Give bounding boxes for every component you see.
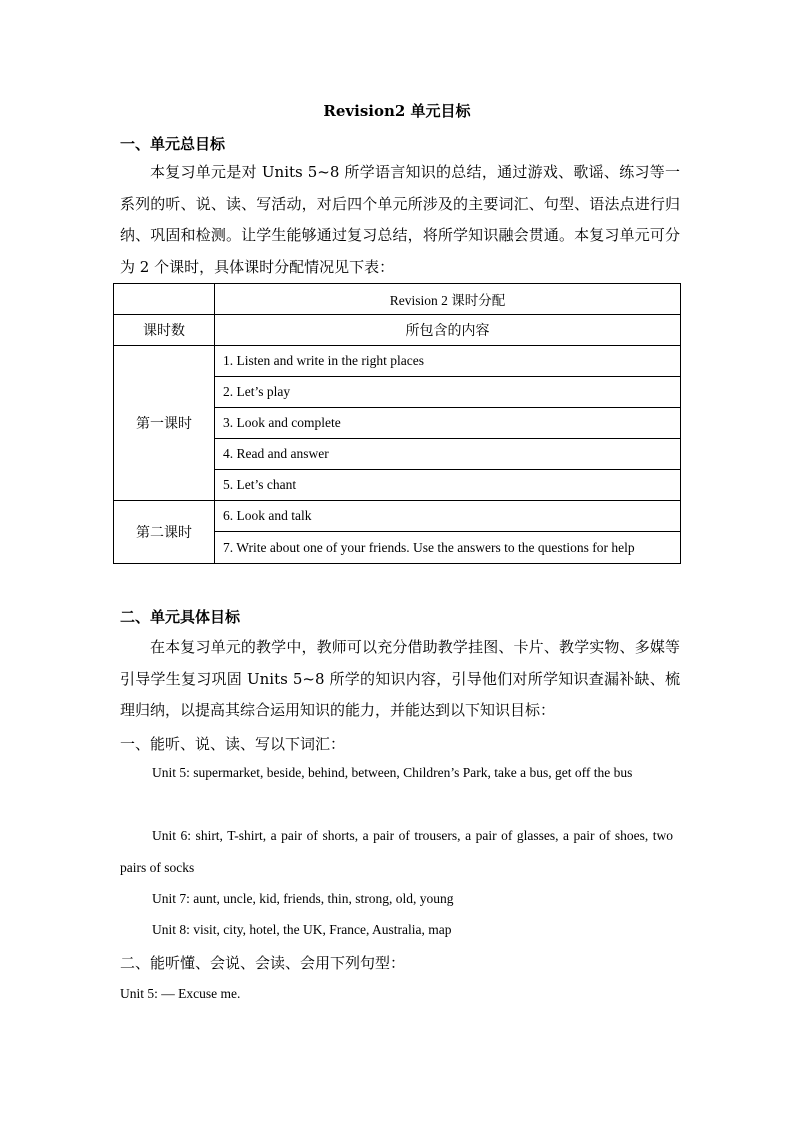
lesson-item: 6. Look and talk [215, 501, 681, 532]
section-1-paragraph: 本复习单元是对 Units 5~8 所学语言知识的总结，通过游戏、歌谣、练习等一系列的听、说、读、写活动，对后四个单元所涉及的主要词汇、句型、语法点进行归纳、巩固和检测。让学生能够通过复习总结，将所学知识融会贯通。本复习单元可分为 2 个课时，具体课时分配情况见下表： [120, 163, 680, 276]
table-corner-cell [114, 284, 215, 315]
vocab-unit-7: Unit 7: aunt, uncle, kid, friends, thin, strong, old, young [152, 891, 454, 906]
vocab-unit-8: Unit 8: visit, city, hotel, the UK, France, Australia, map [152, 922, 452, 937]
vocab-unit-6: Unit 6: shirt, T-shirt, a pair of shorts, a pair of trousers, a pair of glasses, a pair of shoes, two pairs of socks [120, 828, 673, 875]
lesson-item: 1. Listen and write in the right places [215, 346, 681, 377]
lesson-label: 第一课时 [114, 346, 215, 501]
table-row [114, 501, 681, 532]
page-title: Revision2 单元目标 [323, 102, 471, 120]
column-header-contents: 所包含的内容 [215, 315, 681, 346]
section-2-paragraph: 在本复习单元的教学中，教师可以充分借助教学挂图、卡片、教学实物、多媒等引导学生复习巩固 Units 5~8 所学的知识内容，引导他们对所学知识查漏补缺、梳理归纳，以提高其综合运用知识的能力，并能达到以下知识目标： [120, 638, 680, 719]
vocab-subheading: 一、能听、说、读、写以下词汇： [120, 735, 346, 753]
lesson-item: 3. Look and complete [215, 408, 681, 439]
vocab-unit-5: Unit 5: supermarket, beside, behind, between, Children’s Park, take a bus, get off the bus [152, 765, 633, 780]
lesson-item: 2. Let’s play [215, 377, 681, 408]
lesson-plan-table [113, 283, 681, 564]
lesson-item: 7. Write about one of your friends. Use the answers to the questions for help [215, 532, 681, 564]
table-title: Revision 2 课时分配 [215, 284, 681, 315]
lesson-label: 第二课时 [114, 501, 215, 564]
sentence-unit-5: Unit 5: — Excuse me. [120, 986, 241, 1001]
column-header-lessons: 课时数 [114, 315, 215, 346]
section-1-heading: 一、单元总目标 [120, 135, 226, 153]
section-2-heading: 二、单元具体目标 [120, 608, 241, 626]
lesson-item: 4. Read and answer [215, 439, 681, 470]
lesson-item: 5. Let’s chant [215, 470, 681, 501]
table-row [114, 346, 681, 377]
sentence-subheading: 二、能听懂、会说、会读、会用下列句型： [120, 954, 406, 972]
